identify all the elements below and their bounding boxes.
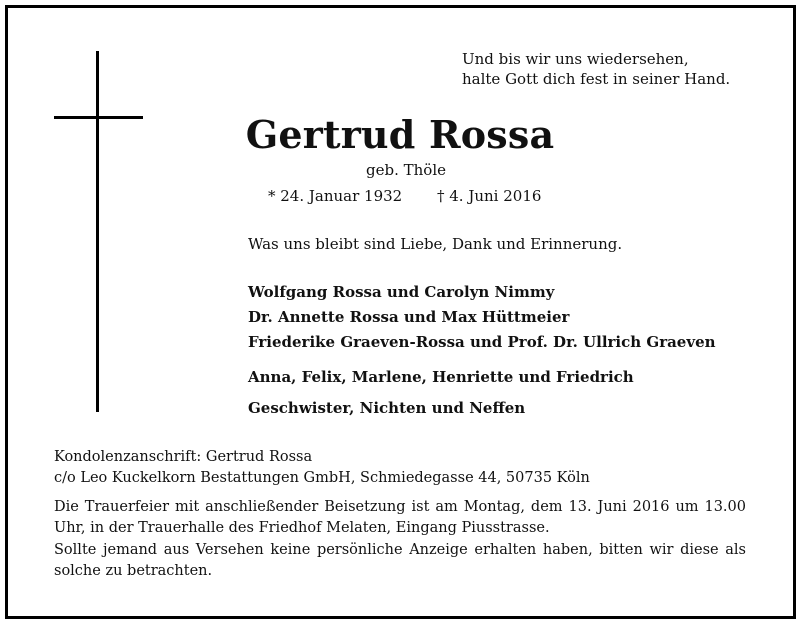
motto-line-1: Und bis wir uns wiedersehen, <box>462 50 689 68</box>
notice-text: Sollte jemand aus Versehen keine persönliche Anzeige erhalten haben, bitten wir diese als solche zu betrachten. <box>54 542 746 579</box>
relatives: Geschwister, Nichten und Neffen <box>248 399 526 417</box>
death-date: † 4. Juni 2016 <box>437 187 542 205</box>
deceased-name-text: Gertrud Rossa <box>245 112 555 157</box>
cross-icon <box>96 51 99 412</box>
condolence-line-2: c/o Leo Kuckelkorn Bestattungen GmbH, Schmiedegasse 44, 50735 Köln <box>54 470 590 486</box>
mourners-list <box>248 282 716 357</box>
deceased-name <box>0 112 800 157</box>
motto-line-2: halte Gott dich fest in seiner Hand. <box>462 70 731 88</box>
condolence-line-1: Kondolenzanschrift: Gertrud Rossa <box>54 449 313 465</box>
birth-date: * 24. Januar 1932 <box>268 187 403 205</box>
maiden-name: geb. Thöle <box>366 161 446 179</box>
mourner-line: Dr. Annette Rossa und Max Hüttmeier <box>248 308 570 326</box>
mourner-line: Friederike Graeven-Rossa und Prof. Dr. Ullrich Graeven <box>248 333 716 351</box>
condolence-address <box>54 447 590 489</box>
mourner-line: Wolfgang Rossa und Carolyn Nimmy <box>248 283 555 301</box>
grandchildren: Anna, Felix, Marlene, Henriette und Friedrich <box>248 368 634 386</box>
motto <box>462 49 782 89</box>
funeral-info: Die Trauerfeier mit anschließender Beisetzung ist am Montag, dem 13. Juni 2016 um 13.00 Uhr, in der Trauerhalle des Friedhof Melaten, Eingang Piusstrasse. <box>54 499 746 536</box>
memorial-quote: Was uns bleibt sind Liebe, Dank und Erinnerung. <box>248 235 623 253</box>
